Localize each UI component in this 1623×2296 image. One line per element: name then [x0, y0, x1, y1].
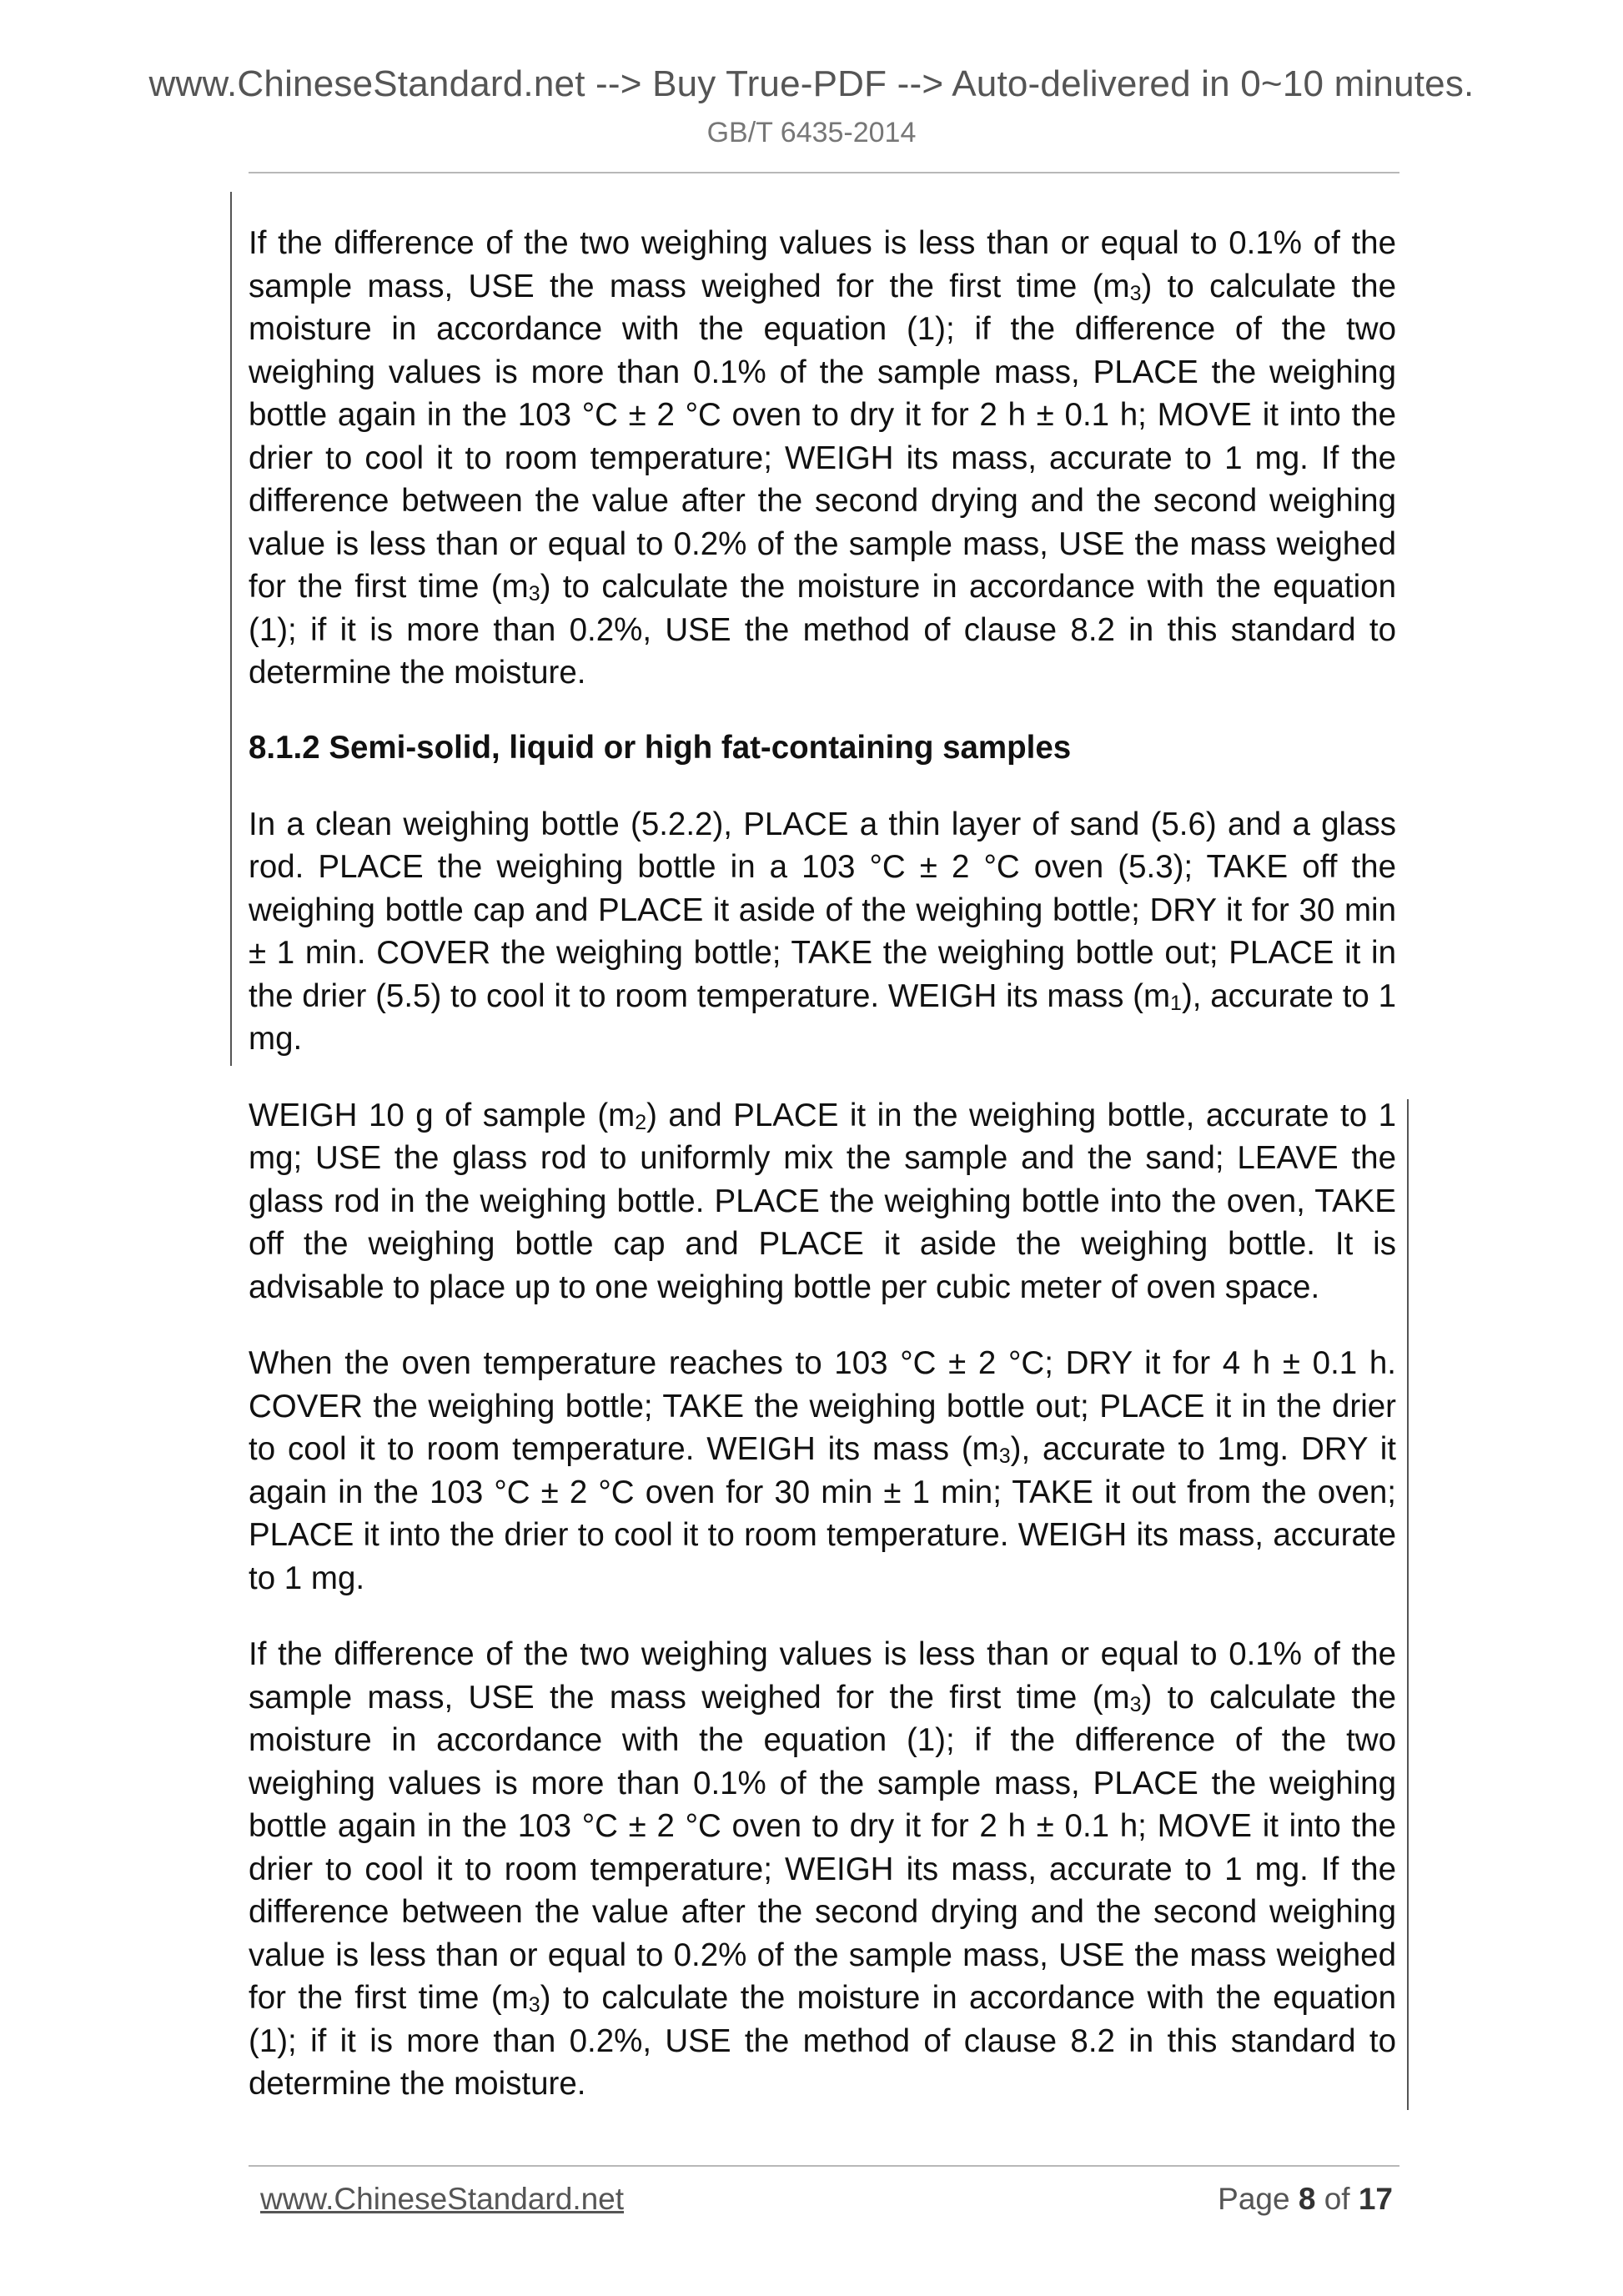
subscript: 2 — [635, 1110, 647, 1134]
subscript: 3 — [998, 1444, 1011, 1468]
paragraph-2: In a clean weighing bottle (5.2.2), PLACE a thin layer of sand (5.6) and a glass rod. PLACE the weighing bottle in a 103 °C ± 2 °C oven (5.3); TAKE off the weighing bottle cap and PLACE it aside of the weighing bottle; DRY it for 30 min ± 1 min. COVER the weighing bottle; TAKE the weighing bottle out; PLACE it in the drier (5.5) to cool it to room temperature. WEIGH its mass $(m_1)$, accurate to 1 mg. — [249, 806, 1396, 1057]
standard-code: GB/T 6435-2014 — [706, 117, 917, 148]
paragraph-4: When the oven temperature reaches to 103 °C ± 2 °C; DRY it for 4 h ± 0.1 h. COVER the weighing bottle; TAKE the weighing bottle out; PLACE it in the drier to cool it to room temperature. WEIGH its mass $(m_3)$, accurate to 1mg. DRY it again in the 103 °C ± 2 °C oven for 30 min ± 1 min; TAKE it out from the oven; PLACE it into the drier to cool it to room temperature. WEIGH its mass, accurate to 1 mg. — [249, 1345, 1396, 1596]
section-heading: 8.1.2 Semi-solid, liquid or high fat-containing samples — [249, 729, 1072, 766]
revision-bar-right — [1407, 1099, 1409, 2110]
page-current: 8 — [1298, 2182, 1316, 2216]
subscript: 1 — [1170, 991, 1182, 1015]
header-divider — [249, 172, 1399, 173]
subscript: 3 — [1129, 281, 1142, 305]
paragraph-3: WEIGH 10 g of sample $(m_2)$ and PLACE it in the weighing bottle, accurate to 1 mg; USE the glass rod to uniformly mix the sample and the sand; LEAVE the glass rod in the weighing bottle. PLACE the weighing bottle into the oven, TAKE off the weighing bottle cap and PLACE it aside the weighing bottle. It is advisable to place up to one weighing bottle per cubic meter of oven space. — [249, 1097, 1397, 1305]
header-banner[interactable]: www.ChineseStandard.net --> Buy True-PDF --> Auto-delivered in 0~10 minutes. — [148, 63, 1475, 104]
footer-divider — [249, 2165, 1399, 2167]
paragraph-5: If the difference of the two weighing values is less than or equal to 0.1% of the sample mass, USE the mass weighed for the first time $(m_3)$ to calculate the moisture in accordance with the equation (1); if the difference of the two weighing values is more than 0.1% of the sample mass, PLACE the weighing bottle again in the 103 °C ± 2 °C oven to dry it for 2 h ± 0.1 h; MOVE it into the drier to cool it to room temperature; WEIGH its mass, accurate to 1 mg. If the difference between the value after the second drying and the second weighing value is less than or equal to 0.2% of the sample mass, USE the mass weighed for the first time $(m_3)$ to calculate the moisture in accordance with the equation (1); if it is more than 0.2%, USE the method of clause 8.2 in this standard to determine the moisture. — [249, 1636, 1396, 2102]
subscript: 3 — [1129, 1692, 1142, 1716]
subscript: 3 — [528, 582, 540, 605]
subscript: 3 — [528, 1993, 540, 2017]
page-total: 17 — [1358, 2182, 1393, 2216]
body-content — [249, 222, 1396, 2106]
footer-site-link[interactable]: www.ChineseStandard.net — [260, 2182, 625, 2216]
revision-bar-left — [230, 192, 232, 1066]
page-number: Page 8 of 17 — [1218, 2182, 1393, 2216]
paragraph-1: If the difference of the two weighing values is less than or equal to 0.1% of the sample mass, USE the mass weighed for the first time $(m_3)$ to calculate the moisture in accordance with the equation (1); if the difference of the two weighing values is more than 0.1% of the sample mass, PLACE the weighing bottle again in the 103 °C ± 2 °C oven to dry it for 2 h ± 0.1 h; MOVE it into the drier to cool it to room temperature; WEIGH its mass, accurate to 1 mg. If the difference between the value after the second drying and the second weighing value is less than or equal to 0.2% of the sample mass, USE the mass weighed for the first time $(m_3)$ to calculate the moisture in accordance with the equation (1); if it is more than 0.2%, USE the method of clause 8.2 in this standard to determine the moisture. — [249, 225, 1396, 691]
